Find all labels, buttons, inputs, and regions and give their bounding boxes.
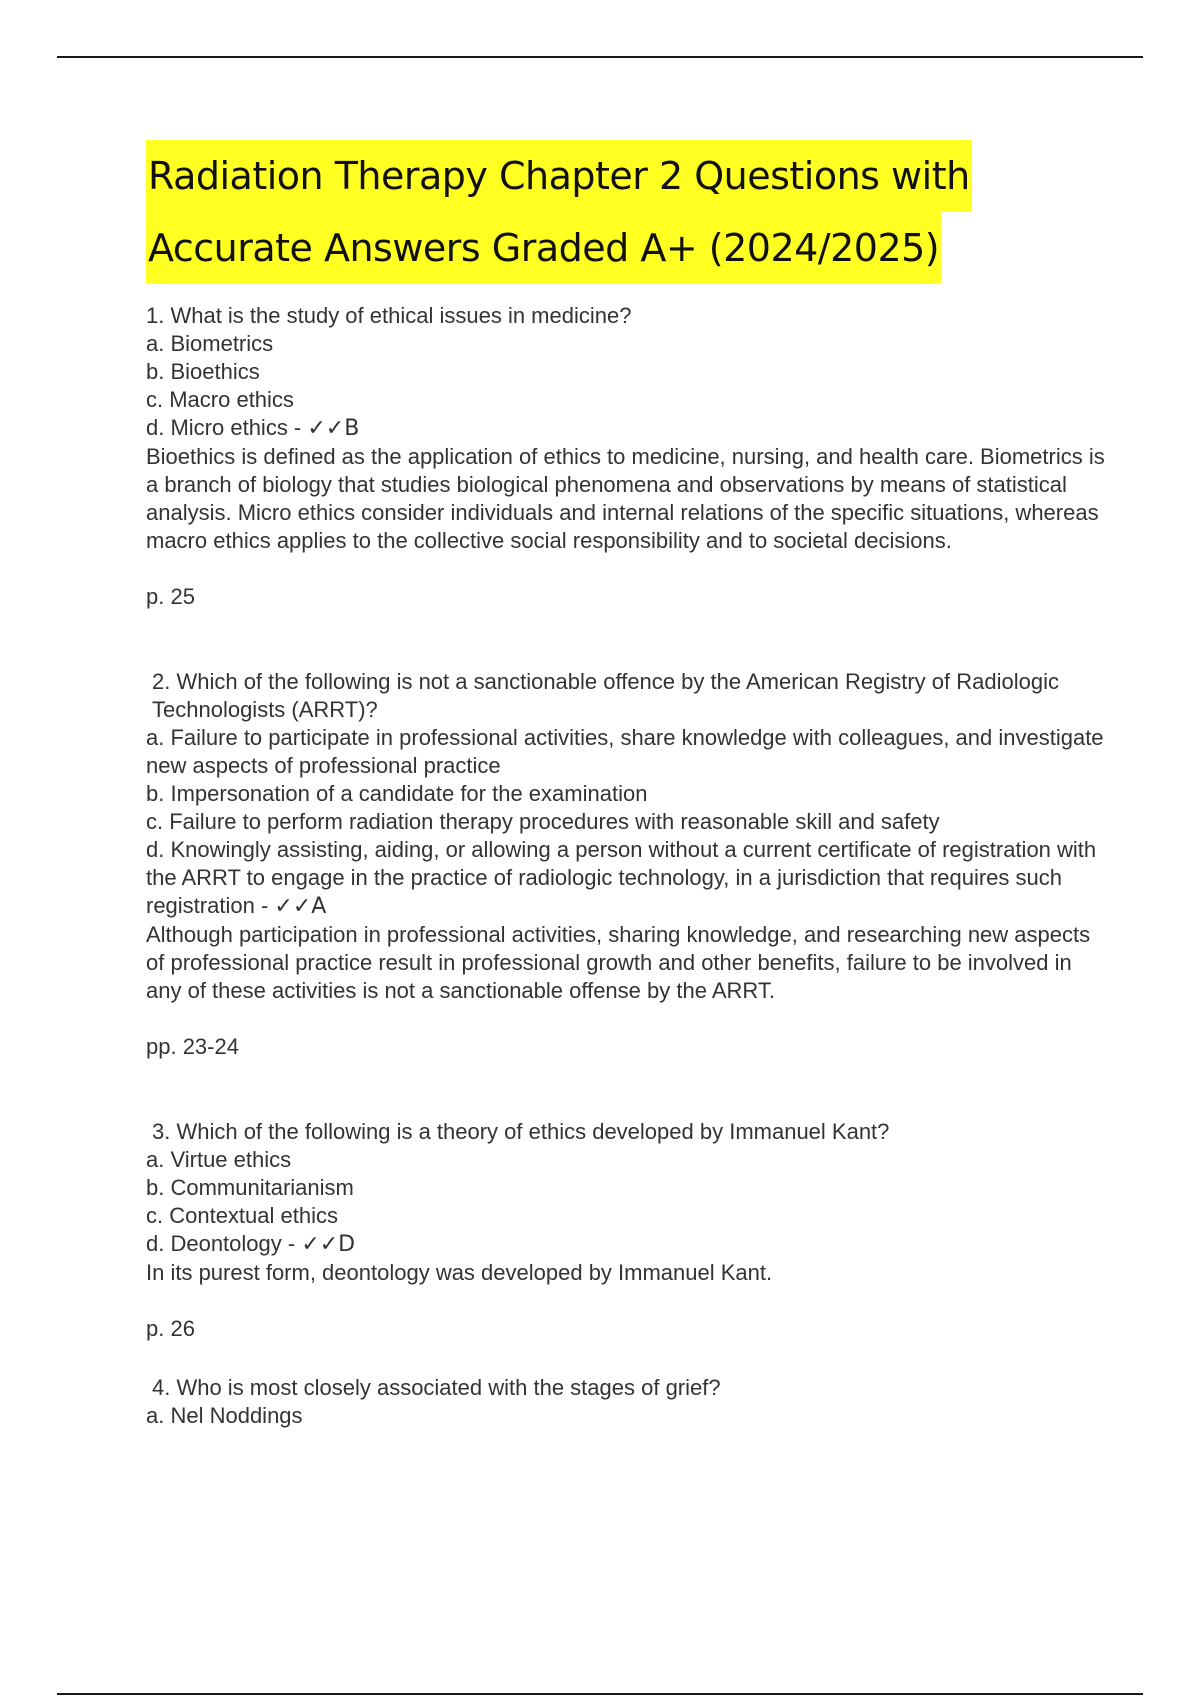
answer-mark: ✓✓D	[301, 1232, 356, 1257]
option-a: a. Virtue ethics	[146, 1147, 292, 1172]
title-line-1: Radiation Therapy Chapter 2 Questions with	[146, 140, 972, 212]
option-d-text: d. Micro ethics -	[146, 415, 308, 440]
question-text: 4. Who is most closely associated with the stages of grief?	[152, 1375, 721, 1400]
explanation: Although participation in professional activities, sharing knowledge, and researching new aspects of professional practice result in professional growth and other benefits, failure to be involved in any of these activities is not a sanctionable offense by the ARRT.	[146, 922, 1091, 1003]
page-reference: p. 26	[146, 1316, 195, 1341]
page-reference: p. 25	[146, 584, 195, 609]
explanation: Bioethics is defined as the application of ethics to medicine, nursing, and health care. Biometrics is a branch of biology that studies biological phenomena and observations by means of statistical analysis. Micro ethics consider individuals and internal relations of the specific situations, whereas macro ethics applies to the collective social responsibility and to societal decisions.	[146, 444, 1105, 553]
option-d-text: d. Knowingly assisting, aiding, or allowing a person without a current certificate of registration with the ARRT to engage in the practice of radiologic technology, in a jurisdiction that requires such registration -	[146, 837, 1103, 918]
option-a: a. Nel Noddings	[146, 1403, 303, 1428]
option-b: b. Communitarianism	[146, 1175, 354, 1200]
question-text: 1. What is the study of ethical issues in medicine?	[146, 303, 632, 328]
header-rule	[57, 56, 1143, 58]
question-text: 2. Which of the following is not a sanctionable offence by the American Registry of Radiologic Technologists (ARRT)?	[152, 669, 1065, 722]
option-c: c. Failure to perform radiation therapy procedures with reasonable skill and safety	[146, 809, 940, 834]
option-a: a. Biometrics	[146, 331, 274, 356]
option-c: c. Contextual ethics	[146, 1203, 338, 1228]
question-block-1	[146, 302, 1106, 611]
option-d	[146, 836, 1106, 921]
explanation: In its purest form, deontology was developed by Immanuel Kant.	[146, 1260, 773, 1285]
question-block-3	[146, 1118, 1106, 1343]
option-a: a. Failure to participate in professional activities, share knowledge with colleagues, and investigate new aspects of professional practice	[146, 725, 1110, 778]
footer-rule	[57, 1693, 1143, 1695]
option-d-text: d. Deontology -	[146, 1231, 302, 1256]
title-line-2: Accurate Answers Graded A+ (2024/2025)	[146, 212, 941, 284]
page-reference: pp. 23-24	[146, 1034, 239, 1059]
document-title	[146, 140, 972, 284]
option-b: b. Bioethics	[146, 359, 260, 384]
option-d	[146, 1230, 1106, 1259]
option-b: b. Impersonation of a candidate for the examination	[146, 781, 648, 806]
answer-mark: ✓✓B	[307, 416, 360, 441]
answer-mark: ✓✓A	[274, 894, 327, 919]
question-block-2	[146, 668, 1110, 1061]
option-d	[146, 414, 1106, 443]
question-block-4	[146, 1374, 1106, 1430]
option-c: c. Macro ethics	[146, 387, 294, 412]
question-text: 3. Which of the following is a theory of ethics developed by Immanuel Kant?	[152, 1119, 890, 1144]
